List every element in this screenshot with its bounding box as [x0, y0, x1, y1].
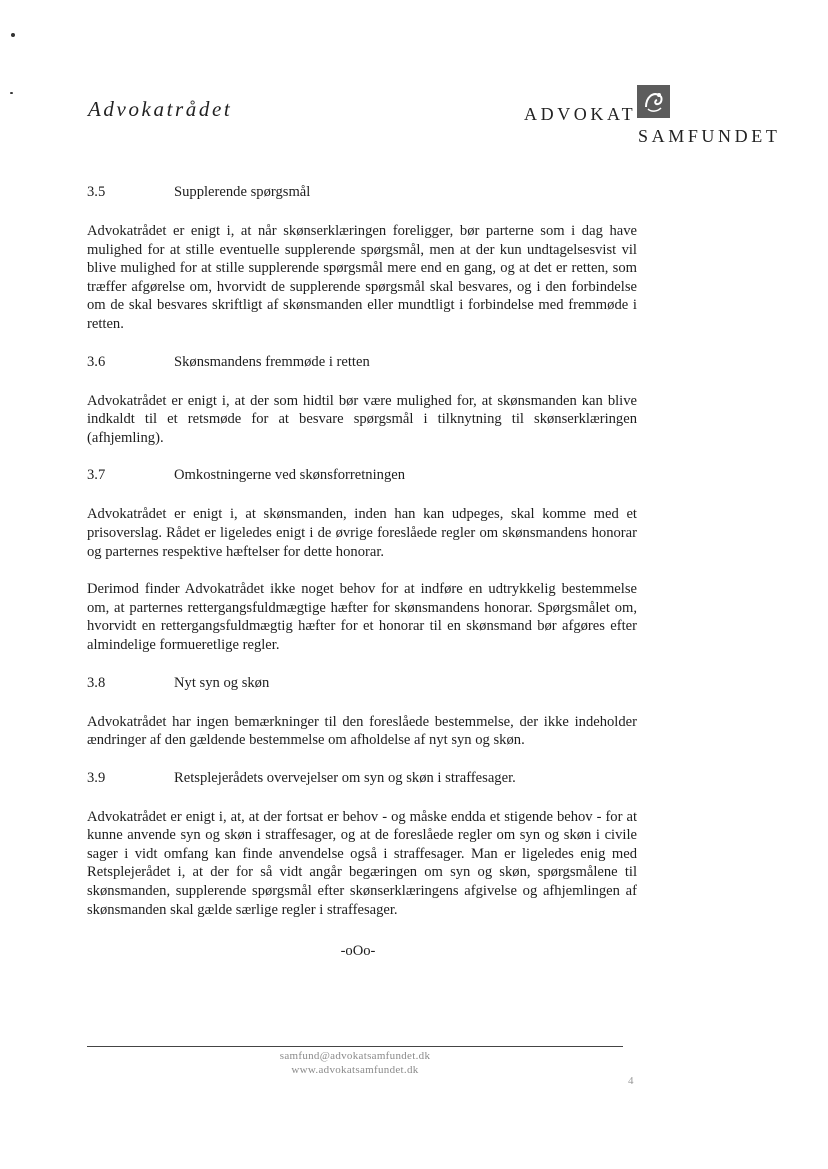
- section-title: Skønsmandens fremmøde i retten: [174, 353, 370, 370]
- section-number: 3.7: [87, 467, 106, 484]
- footer-website: www.advokatsamfundet.dk: [291, 1064, 419, 1076]
- paragraph: Advokatrådet har ingen bemærkninger til den foreslåede bestemmelse, der ikke indeholder ændringer af den gældende bestemmelse om afholdelse af nyt syn og skøn.: [87, 713, 637, 749]
- section-number: 3.6: [87, 353, 106, 370]
- section-heading: [87, 769, 637, 788]
- section-title: Retsplejerådets overvejelser om syn og skøn i straffesager.: [174, 769, 516, 786]
- section-heading: [87, 353, 637, 372]
- section-heading: [87, 183, 637, 202]
- paragraph: Derimod finder Advokatrådet ikke noget behov for at indføre en udtrykkelig bestemmelse om, at parternes rettergangsfuldmægtige hæfter for skønsmandens honorar. Spørgsmålet om, hvorvidt en rettergangsfuldmægtig hæfter for et honorar til en skønsmand bør afgøres efter almindelige formueretlige regler.: [87, 581, 637, 653]
- section-title: Nyt syn og skøn: [174, 674, 270, 691]
- footer-divider: [87, 1046, 623, 1047]
- end-mark: -oOo-: [340, 943, 376, 959]
- page-number: 4: [628, 1075, 634, 1087]
- document-body: [87, 183, 637, 919]
- section-heading: [87, 674, 637, 693]
- header-title: Advokatrådet: [88, 97, 233, 121]
- paragraph: Advokatrådet er enigt i, at når skønserklæringen foreligger, bør parterne som i dag have mulighed for at stille eventuelle supplerende spørgsmål, men at der kun undtagelsesvist vil blive mulighed for at stille supplerende spørgsmål mere end en gang, og at det er retten, som træffer afgørelse om, hvorvidt de supplerende spørgsmål skal besvares, og i den forbindelse om de skal besvares skriftligt af skønsmanden eller mundtligt i forbindelse med fremmøde i retten.: [87, 223, 637, 332]
- section-title: Omkostningerne ved skønsforretningen: [174, 467, 406, 484]
- section-title: Supplerende spørgsmål: [174, 184, 311, 200]
- logo-icon: [637, 85, 670, 118]
- logo-text-top: ADVOKAT: [524, 104, 637, 124]
- scan-speck: [11, 33, 15, 37]
- section-number: 3.9: [87, 769, 106, 786]
- section-number: 3.5: [87, 184, 106, 200]
- paragraph: Advokatrådet er enigt i, at, at der fortsat er behov - og måske endda et stigende behov - for at kunne anvende syn og skøn i straffesager, og at de foreslåede regler om syn og skøn i civile sager i vidt omfang kan finde anvendelse også i straffesager. Man er ligeledes enig med Retsplejerådet i, at der for så vidt angår begæringen om syn og skøn, spørgsmålene til skønsmanden, supplerende spørgsmål efter skønserklæringens afgivelse og afhjemlingen af skønsmanden skal gælde særlige regler i straffesager.: [87, 808, 637, 918]
- logo-text-bottom: SAMFUNDET: [638, 126, 781, 146]
- paragraph: Advokatrådet er enigt i, at skønsmanden, inden han kan udpeges, skal komme med et prisoverslag. Rådet er ligeledes enigt i de øvrige foreslåede regler om skønsmandens honorar og parternes respektive hæftelser for dette honorar.: [87, 506, 637, 560]
- section-heading: [87, 466, 637, 485]
- section-number: 3.8: [87, 674, 106, 691]
- footer-email: samfund@advokatsamfundet.dk: [279, 1050, 431, 1062]
- scan-speck: [10, 92, 13, 94]
- paragraph: Advokatrådet er enigt i, at der som hidtil bør være mulighed for, at skønsmanden kan blive indkaldt til et retsmøde for at besvare spørgsmål i tilknytning til skønserklæringen (afhjemling).: [87, 392, 637, 446]
